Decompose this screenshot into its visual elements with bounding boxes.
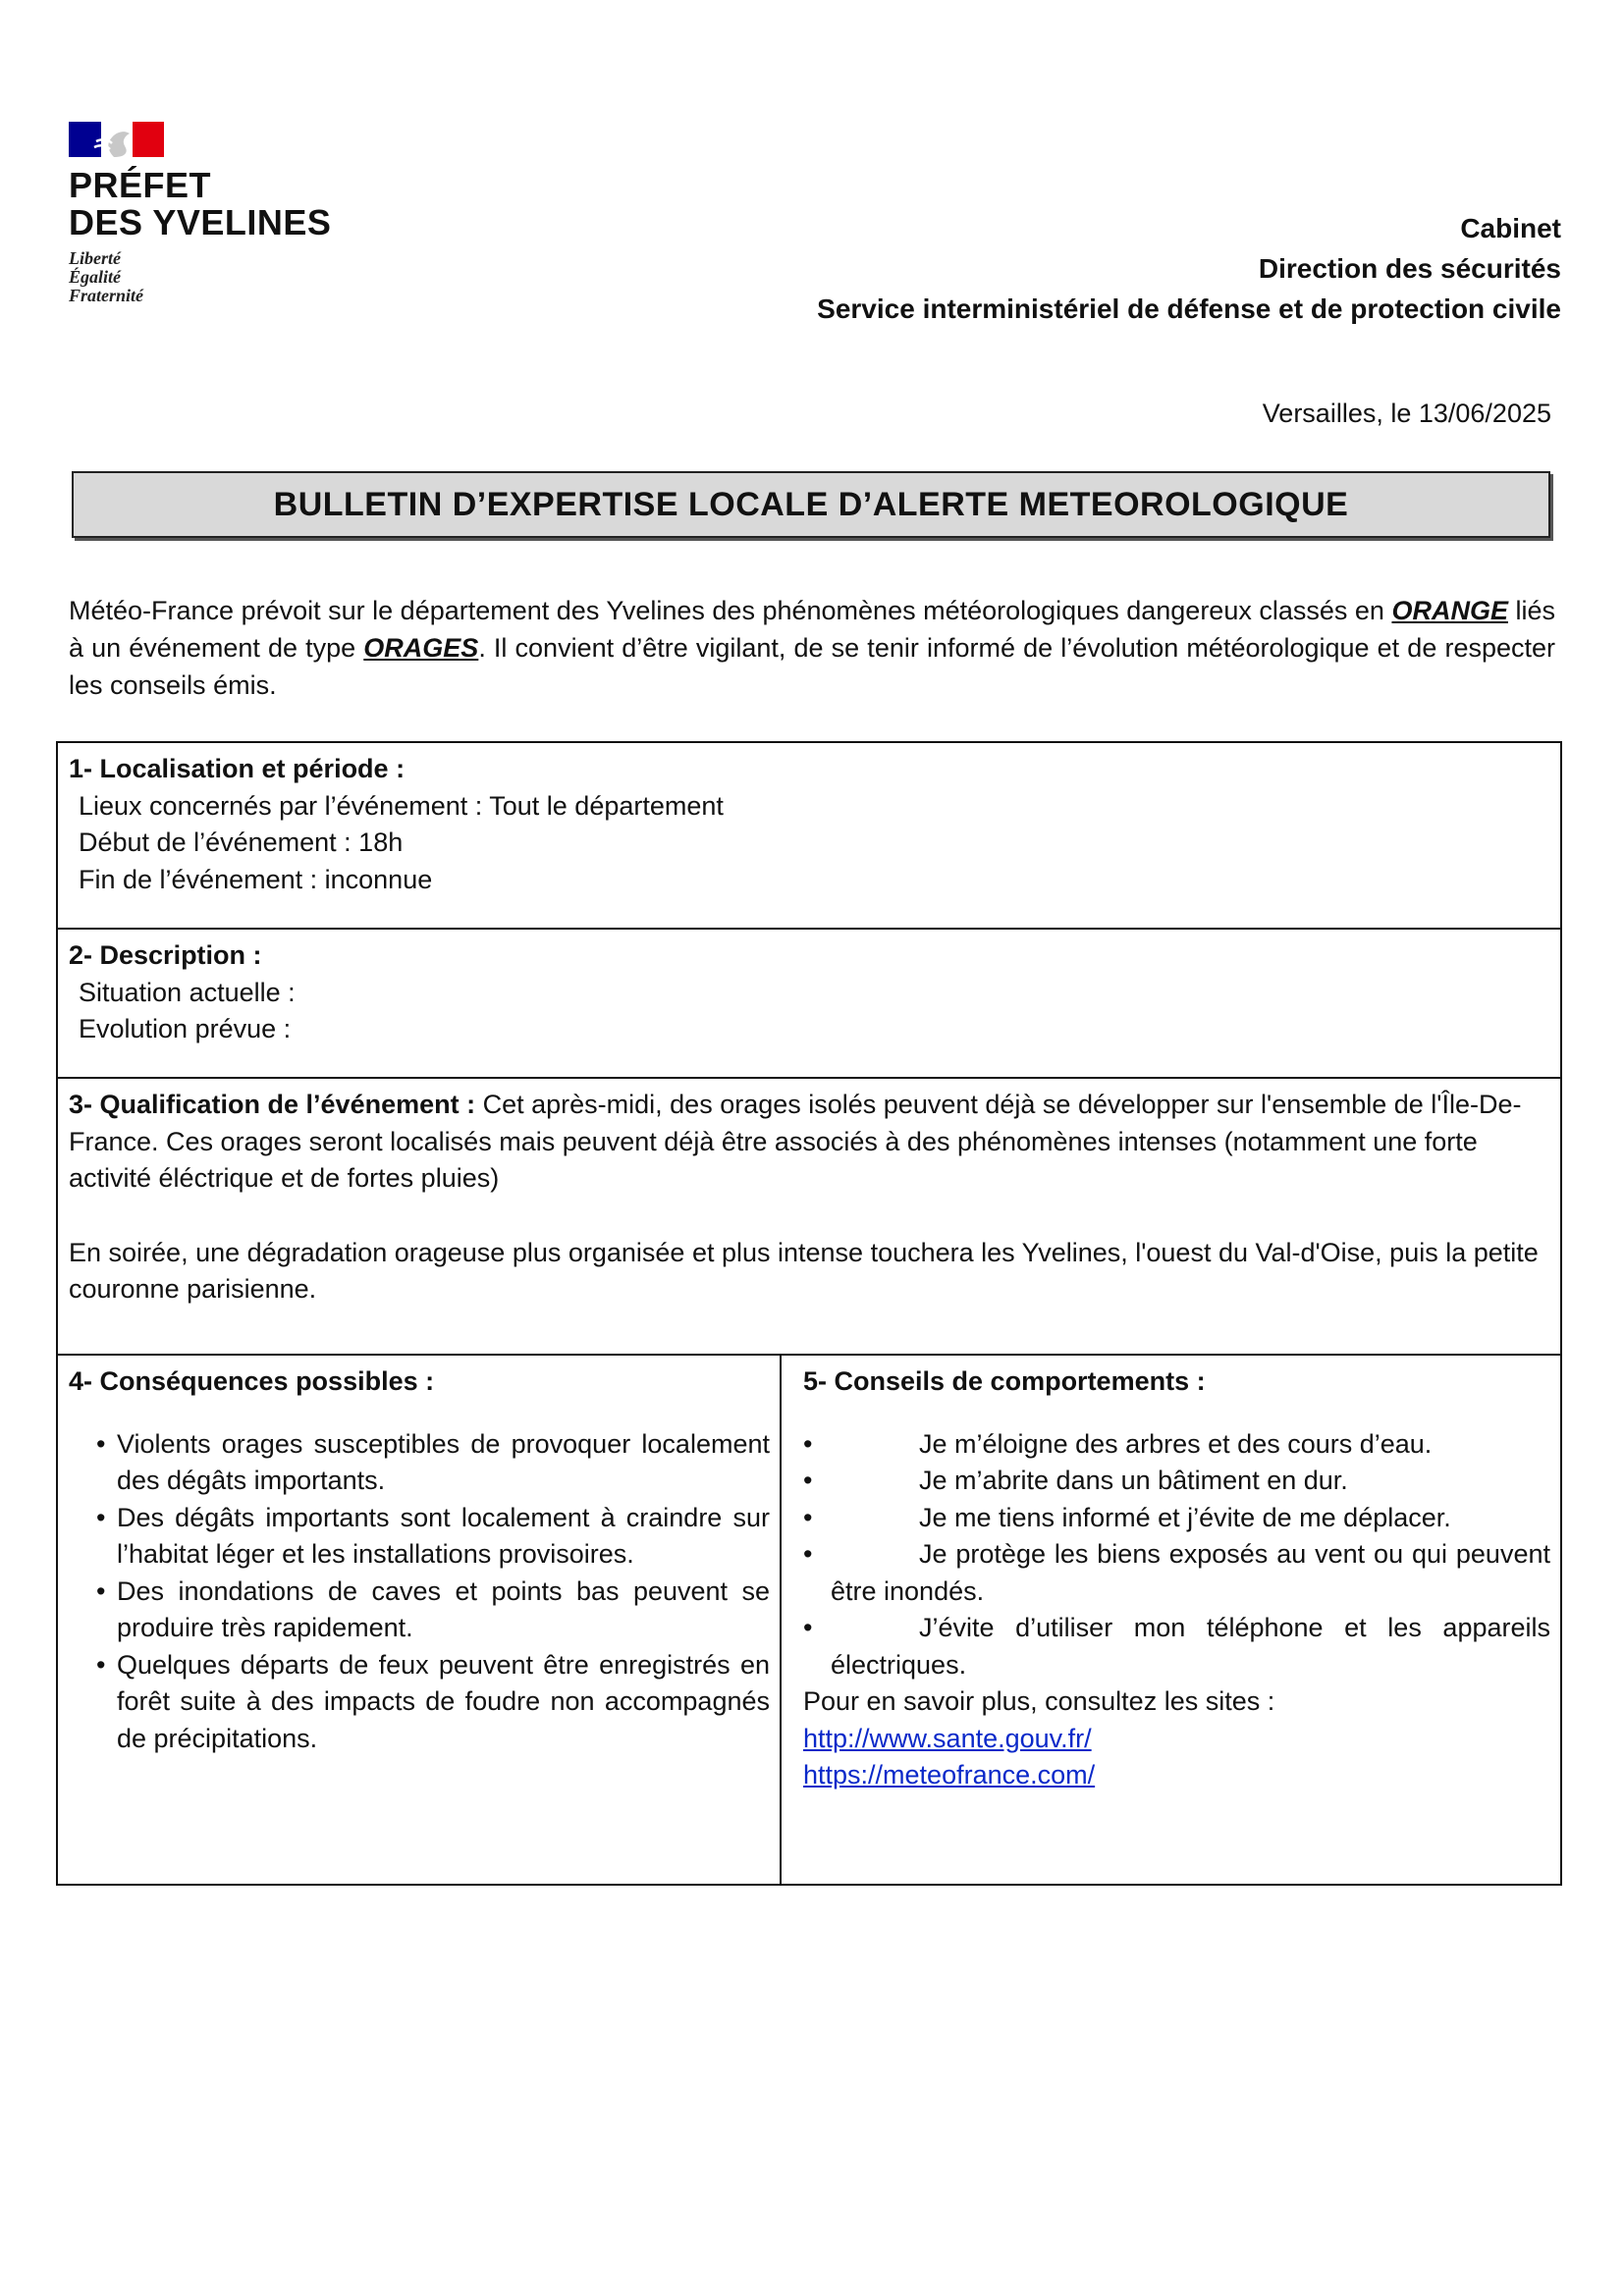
list-item: • Violents orages susceptibles de provoquer localement des dégâts importants. bbox=[69, 1426, 770, 1500]
section-heading: 4- Conséquences possibles : bbox=[69, 1366, 435, 1396]
prefecture-logo bbox=[69, 122, 344, 305]
service-line-direction: Direction des sécurités bbox=[1258, 253, 1561, 284]
section-heading: 5- Conseils de comportements : bbox=[803, 1366, 1206, 1396]
section-heading: 1- Localisation et période : bbox=[69, 754, 406, 783]
service-line-sidpc: Service interministériel de défense et de protection civile bbox=[817, 294, 1561, 324]
section-description bbox=[58, 930, 1560, 1079]
list-item: • J’évite d’utiliser mon téléphone et les appareils électriques. bbox=[803, 1610, 1550, 1683]
motto-liberte: Liberté bbox=[69, 248, 121, 268]
advice-list bbox=[803, 1426, 1550, 1684]
bulletin-title-box bbox=[72, 471, 1550, 538]
service-header bbox=[817, 208, 1561, 329]
start-line: Début de l’événement : 18h bbox=[79, 828, 404, 857]
bulletin-title: BULLETIN D’EXPERTISE LOCALE D’ALERTE METEOROLOGIQUE bbox=[273, 485, 1349, 523]
list-item: • Quelques départs de feux peuvent être enregistrés en forêt suite à des impacts de foudre non accompagnés de précipitations. bbox=[69, 1647, 770, 1758]
section-localisation bbox=[58, 743, 1560, 930]
republic-motto bbox=[69, 249, 344, 305]
end-line: Fin de l’événement : inconnue bbox=[79, 864, 433, 894]
list-item: • Je m’abrite dans un bâtiment en dur. bbox=[803, 1463, 1550, 1500]
meteofrance-link[interactable]: https://meteofrance.com/ bbox=[803, 1760, 1096, 1789]
bulletin-table bbox=[56, 741, 1562, 1886]
prefecture-name-line2: DES YVELINES bbox=[69, 202, 332, 242]
list-item: • Des inondations de caves et points bas peuvent se produire très rapidement. bbox=[69, 1574, 770, 1647]
sante-link[interactable]: http://www.sante.gouv.fr/ bbox=[803, 1723, 1092, 1753]
marianne-flag-icon bbox=[69, 122, 164, 157]
section-consequences bbox=[58, 1356, 782, 1884]
list-item: • Je protège les biens exposés au vent ou qui peuvent être inondés. bbox=[803, 1536, 1550, 1610]
event-type: ORAGES bbox=[363, 633, 479, 663]
list-item: • Des dégâts importants sont localement à craindre sur l’habitat léger et les installations provisoires. bbox=[69, 1500, 770, 1574]
prefecture-name-line1: PRÉFET bbox=[69, 165, 212, 205]
intro-text-2: liés à un événement de type bbox=[69, 596, 1555, 663]
current-situation-line: Situation actuelle : bbox=[79, 977, 296, 1007]
issue-date: Versailles, le 13/06/2025 bbox=[1262, 399, 1551, 428]
prefecture-name bbox=[69, 167, 344, 241]
section-qualification bbox=[58, 1079, 1560, 1356]
location-line: Lieux concernés par l’événement : Tout le département bbox=[79, 790, 724, 821]
motto-fraternite: Fraternité bbox=[69, 286, 144, 305]
qualification-text-2: En soirée, une dégradation orageuse plus organisée et plus intense touchera les Yvelines, l'ouest du Val-d'Oise, puis la petite couronne parisienne. bbox=[69, 1237, 1539, 1304]
forecast-evolution-line: Evolution prévue : bbox=[79, 1014, 292, 1043]
consequences-list bbox=[69, 1426, 770, 1758]
service-line-cabinet: Cabinet bbox=[1460, 213, 1561, 243]
list-item: • Je m’éloigne des arbres et des cours d’eau. bbox=[803, 1426, 1550, 1464]
section-advice bbox=[782, 1356, 1560, 1884]
section-heading: 3- Qualification de l’événement : bbox=[69, 1090, 476, 1119]
section-heading: 2- Description : bbox=[69, 940, 262, 970]
section-consequences-advice bbox=[58, 1356, 1560, 1884]
intro-text-1: Météo-France prévoit sur le département des Yvelines des phénomènes météorologiques dangereux classés en bbox=[69, 596, 1392, 625]
more-info-label: Pour en savoir plus, consultez les sites : bbox=[803, 1686, 1275, 1716]
intro-paragraph bbox=[69, 592, 1555, 704]
qualification-text-1: Cet après-midi, des orages isolés peuvent déjà se développer sur l'ensemble de l'Île-De-France. Ces orages seront localisés mais peuvent déjà être associés à des phénomènes intenses (notamment une forte activité éléctrique et de fortes pluies) bbox=[69, 1090, 1522, 1193]
alert-level: ORANGE bbox=[1391, 596, 1508, 625]
list-item: • Je me tiens informé et j’évite de me déplacer. bbox=[803, 1500, 1550, 1537]
motto-egalite: Égalité bbox=[69, 267, 121, 287]
intro-text-3: . Il convient d’être vigilant, de se tenir informé de l’évolution météorologique et de respecter les conseils émis. bbox=[69, 633, 1555, 700]
